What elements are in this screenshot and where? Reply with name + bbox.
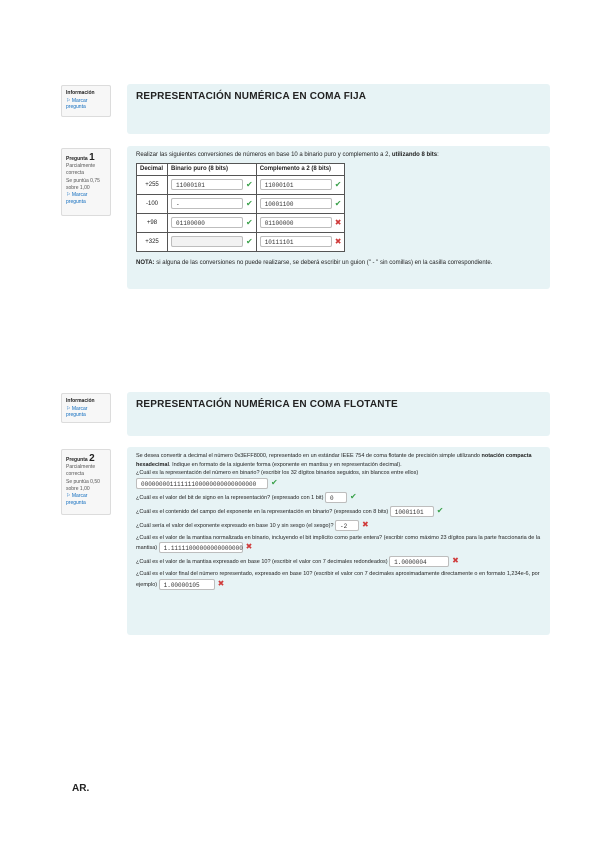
subquestion-exponent-field [136, 506, 544, 517]
subquestion-final-value [136, 570, 544, 590]
decimal-value: +255 [137, 176, 168, 195]
question-number: 2 [89, 453, 95, 464]
flag-question-link[interactable] [66, 493, 106, 506]
table-row [137, 176, 345, 195]
comp2-input[interactable]: 01100000 [260, 217, 332, 228]
comp2-cell [256, 233, 345, 252]
info-label: Información [66, 398, 95, 404]
exponent-value-input[interactable]: -2 [335, 520, 359, 531]
col-decimal: Decimal [137, 164, 168, 176]
comp2-cell [256, 176, 345, 195]
check-icon: ✔ [246, 237, 253, 247]
question-2-intro [136, 452, 544, 469]
question-label: Pregunta [66, 457, 88, 463]
subquestion-sign-bit [136, 492, 544, 503]
flag-question-link[interactable] [66, 98, 106, 111]
binary-cell [168, 195, 257, 214]
comp2-cell [256, 195, 345, 214]
subquestion-text: ¿Cuál es el contenido del campo del exponente en la representación en binario? (expresado con 8 bits) [136, 508, 389, 515]
flag-icon: ⚐ [66, 97, 71, 104]
comp2-cell [256, 214, 345, 233]
question-score: Se puntúa 0,50 sobre 1,00 [66, 479, 100, 492]
info-box-1 [61, 85, 111, 117]
binary-cell [168, 214, 257, 233]
question-1-panel [127, 146, 550, 289]
intro-text-2: . Indique en formato de la siguiente forma (exponente en mantisa y en representación decimal). [169, 461, 402, 468]
check-icon: ✔ [349, 491, 357, 501]
note-bold: NOTA: [136, 260, 155, 266]
flag-question-link[interactable] [66, 406, 106, 419]
section-title: REPRESENTACIÓN NUMÉRICA EN COMA FLOTANTE [136, 399, 398, 410]
col-comp2: Complemento a 2 (8 bits) [256, 164, 345, 176]
binary-representation-input[interactable]: 00000000111111100000000000000000 [136, 478, 268, 489]
sign-bit-input[interactable]: 0 [325, 492, 347, 503]
subquestion-mantissa-decimal [136, 556, 544, 567]
check-icon: ✔ [246, 180, 253, 190]
binary-cell [168, 233, 257, 252]
subquestion-text: ¿Cuál es la representación del número en binario? (escribir los 32 dígitos binarios seguidos, sin blancos entre ellos) [136, 470, 419, 476]
question-info-2 [61, 449, 111, 515]
subquestion-text: ¿Cuál es el valor de la mantisa normalizada en binario, incluyendo el bit implícito como parte entera? (escribir como máximo 23 dígitos para la parte fraccionaria de la mantisa) [136, 534, 541, 551]
decimal-value: +325 [137, 233, 168, 252]
binary-input[interactable] [171, 236, 243, 247]
subquestion-exponent-value [136, 520, 544, 531]
question-2-panel [127, 447, 550, 635]
note-text: si alguna de las conversiones no puede realizarse, se deberá escribir un guion (" - " sin comillas) en la casilla correspondiente. [154, 260, 493, 266]
intro-text: Se desea convertir a decimal el número 0x3EFF8000, representado en un estándar IEEE 754 de coma flotante de precisión simple utilizando [136, 453, 482, 459]
decimal-value: -100 [137, 195, 168, 214]
flag-label: Marcar pregunta [66, 192, 88, 205]
intro-bold: utilizando 8 bits [391, 152, 438, 158]
binary-input[interactable]: 01100000 [171, 217, 243, 228]
cross-icon: ✖ [245, 542, 253, 552]
table-row [137, 195, 345, 214]
check-icon: ✔ [334, 180, 342, 190]
decimal-value: +98 [137, 214, 168, 233]
question-1-intro [136, 151, 544, 160]
subquestion-text: ¿Cuál es el valor final del número representado, expresado en base 10? (escribir el valor con 7 decimales aproximadamente directamente o en formato 1,234e-6, por ejemplo) [136, 571, 540, 588]
flag-label: Marcar pregunta [66, 493, 88, 506]
flag-icon: ⚐ [66, 405, 71, 412]
subquestion-text: ¿Cuál es el valor de la mantisa expresado en base 10? (escribir el valor con 7 decimales redondeados) [136, 558, 388, 565]
cross-icon: ✖ [362, 519, 369, 529]
cross-icon: ✖ [334, 237, 342, 247]
subquestion-text: ¿Cuál es el valor del bit de signo en la representación? (expresado con 1 bit) [136, 494, 324, 501]
question-1-content [136, 151, 544, 268]
question-score: Se puntúa 0,75 sobre 1,00 [66, 178, 100, 191]
flag-icon: ⚐ [66, 493, 71, 499]
flag-label: Marcar pregunta [66, 97, 88, 110]
flag-icon: ⚐ [66, 192, 71, 198]
table-row [137, 214, 345, 233]
comp2-input[interactable]: 10111101 [260, 236, 332, 247]
question-1-note [136, 259, 544, 268]
question-status: Parcialmente correcta [66, 464, 96, 477]
comp2-input[interactable]: 11000101 [260, 179, 332, 190]
footer-initials: AR. [72, 783, 90, 794]
cross-icon: ✖ [217, 578, 225, 588]
question-info-1 [61, 148, 111, 216]
check-icon: ✔ [334, 199, 342, 209]
info-label: Información [66, 90, 95, 96]
table-row [137, 233, 345, 252]
question-2-content [136, 452, 544, 590]
section-title: REPRESENTACIÓN NUMÉRICA EN COMA FIJA [136, 91, 367, 102]
binary-cell [168, 176, 257, 195]
cross-icon: ✖ [334, 218, 342, 228]
question-status: Parcialmente correcta [66, 163, 96, 176]
conversion-table [136, 163, 345, 252]
table-header-row [137, 164, 345, 176]
binary-input[interactable]: 11000101 [171, 179, 243, 190]
info-box-2 [61, 393, 111, 423]
subquestion-binary [136, 469, 544, 489]
mantissa-binary-input[interactable]: 1.11111000000000000000 [159, 542, 243, 553]
subquestion-mantissa-binary [136, 534, 544, 554]
question-number: 1 [89, 152, 95, 163]
question-label: Pregunta [66, 156, 88, 162]
intro-suffix: : [437, 152, 439, 158]
intro-bold: notación compacta hexadecimal [136, 453, 532, 468]
cross-icon: ✖ [452, 556, 459, 566]
check-icon: ✔ [436, 505, 444, 515]
comp2-input[interactable]: 10001100 [260, 198, 332, 209]
check-icon: ✔ [271, 477, 278, 487]
binary-input[interactable]: - [171, 198, 243, 209]
flag-question-link[interactable] [66, 192, 106, 205]
flag-label: Marcar pregunta [66, 405, 88, 418]
section-header-floating-point [127, 392, 550, 436]
col-binary: Binario puro (8 bits) [168, 164, 257, 176]
final-value-input[interactable]: 1.00000105 [159, 579, 215, 590]
mantissa-decimal-input[interactable]: 1.0000004 [389, 556, 449, 567]
check-icon: ✔ [246, 218, 253, 228]
intro-text: Realizar las siguientes conversiones de números en base 10 a binario puro y complemento a 2, [136, 152, 392, 158]
exponent-field-input[interactable]: 10001101 [390, 506, 434, 517]
subquestion-text: ¿Cuál sería el valor del exponente expresado en base 10 y sin sesgo (el sesgo)? [136, 522, 334, 529]
section-header-fixed-point [127, 84, 550, 134]
check-icon: ✔ [246, 199, 253, 209]
